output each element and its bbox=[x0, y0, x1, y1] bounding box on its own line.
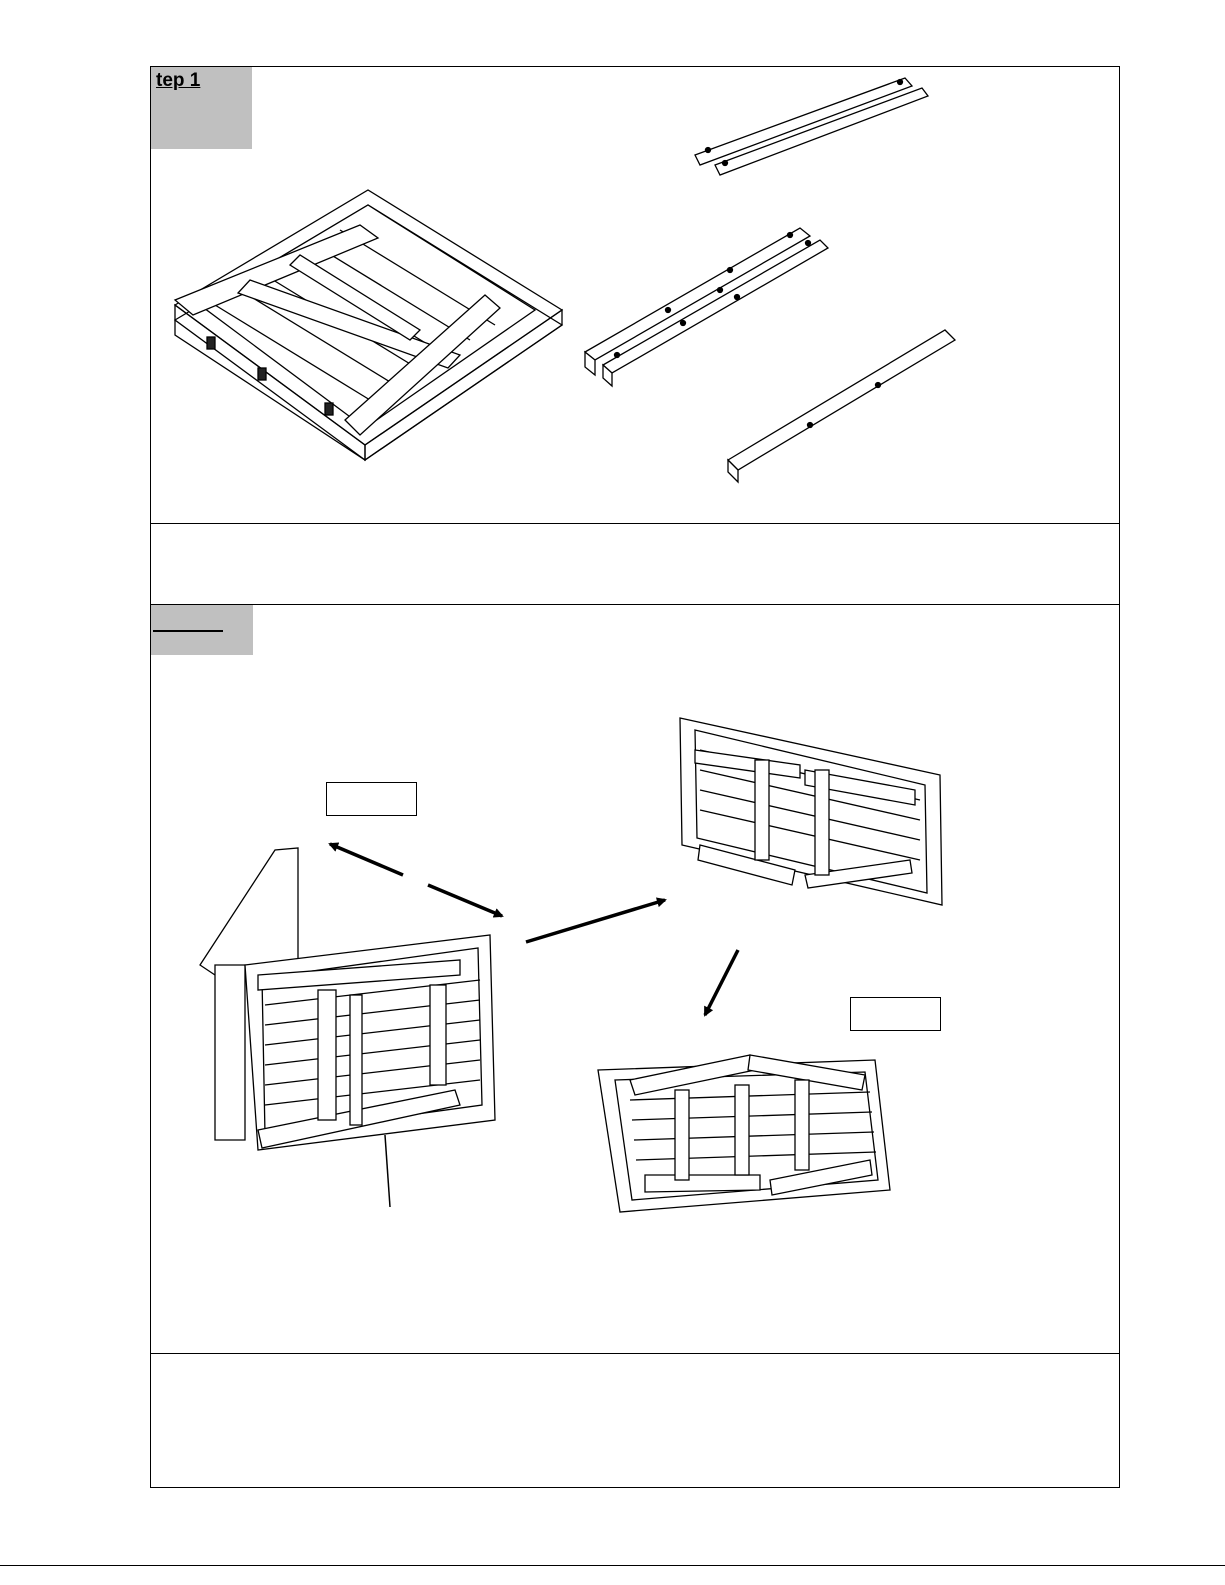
arrow-to-flipped bbox=[526, 900, 665, 942]
unfolding-table-illustration bbox=[200, 848, 495, 1207]
arrow-fold-right bbox=[428, 885, 502, 916]
flipped-table-illustration bbox=[680, 718, 942, 905]
part-notched-beam bbox=[728, 330, 955, 482]
open-table-illustration bbox=[598, 1055, 890, 1212]
folded-table-illustration bbox=[175, 190, 562, 460]
arrow-to-open bbox=[705, 950, 738, 1015]
arrow-fold-left bbox=[330, 844, 403, 875]
part-drilled-beams bbox=[585, 228, 828, 386]
step1-title: tep 1 bbox=[156, 70, 201, 91]
page-bottom-rule bbox=[0, 1565, 1225, 1566]
part-slats-pair bbox=[695, 78, 928, 175]
